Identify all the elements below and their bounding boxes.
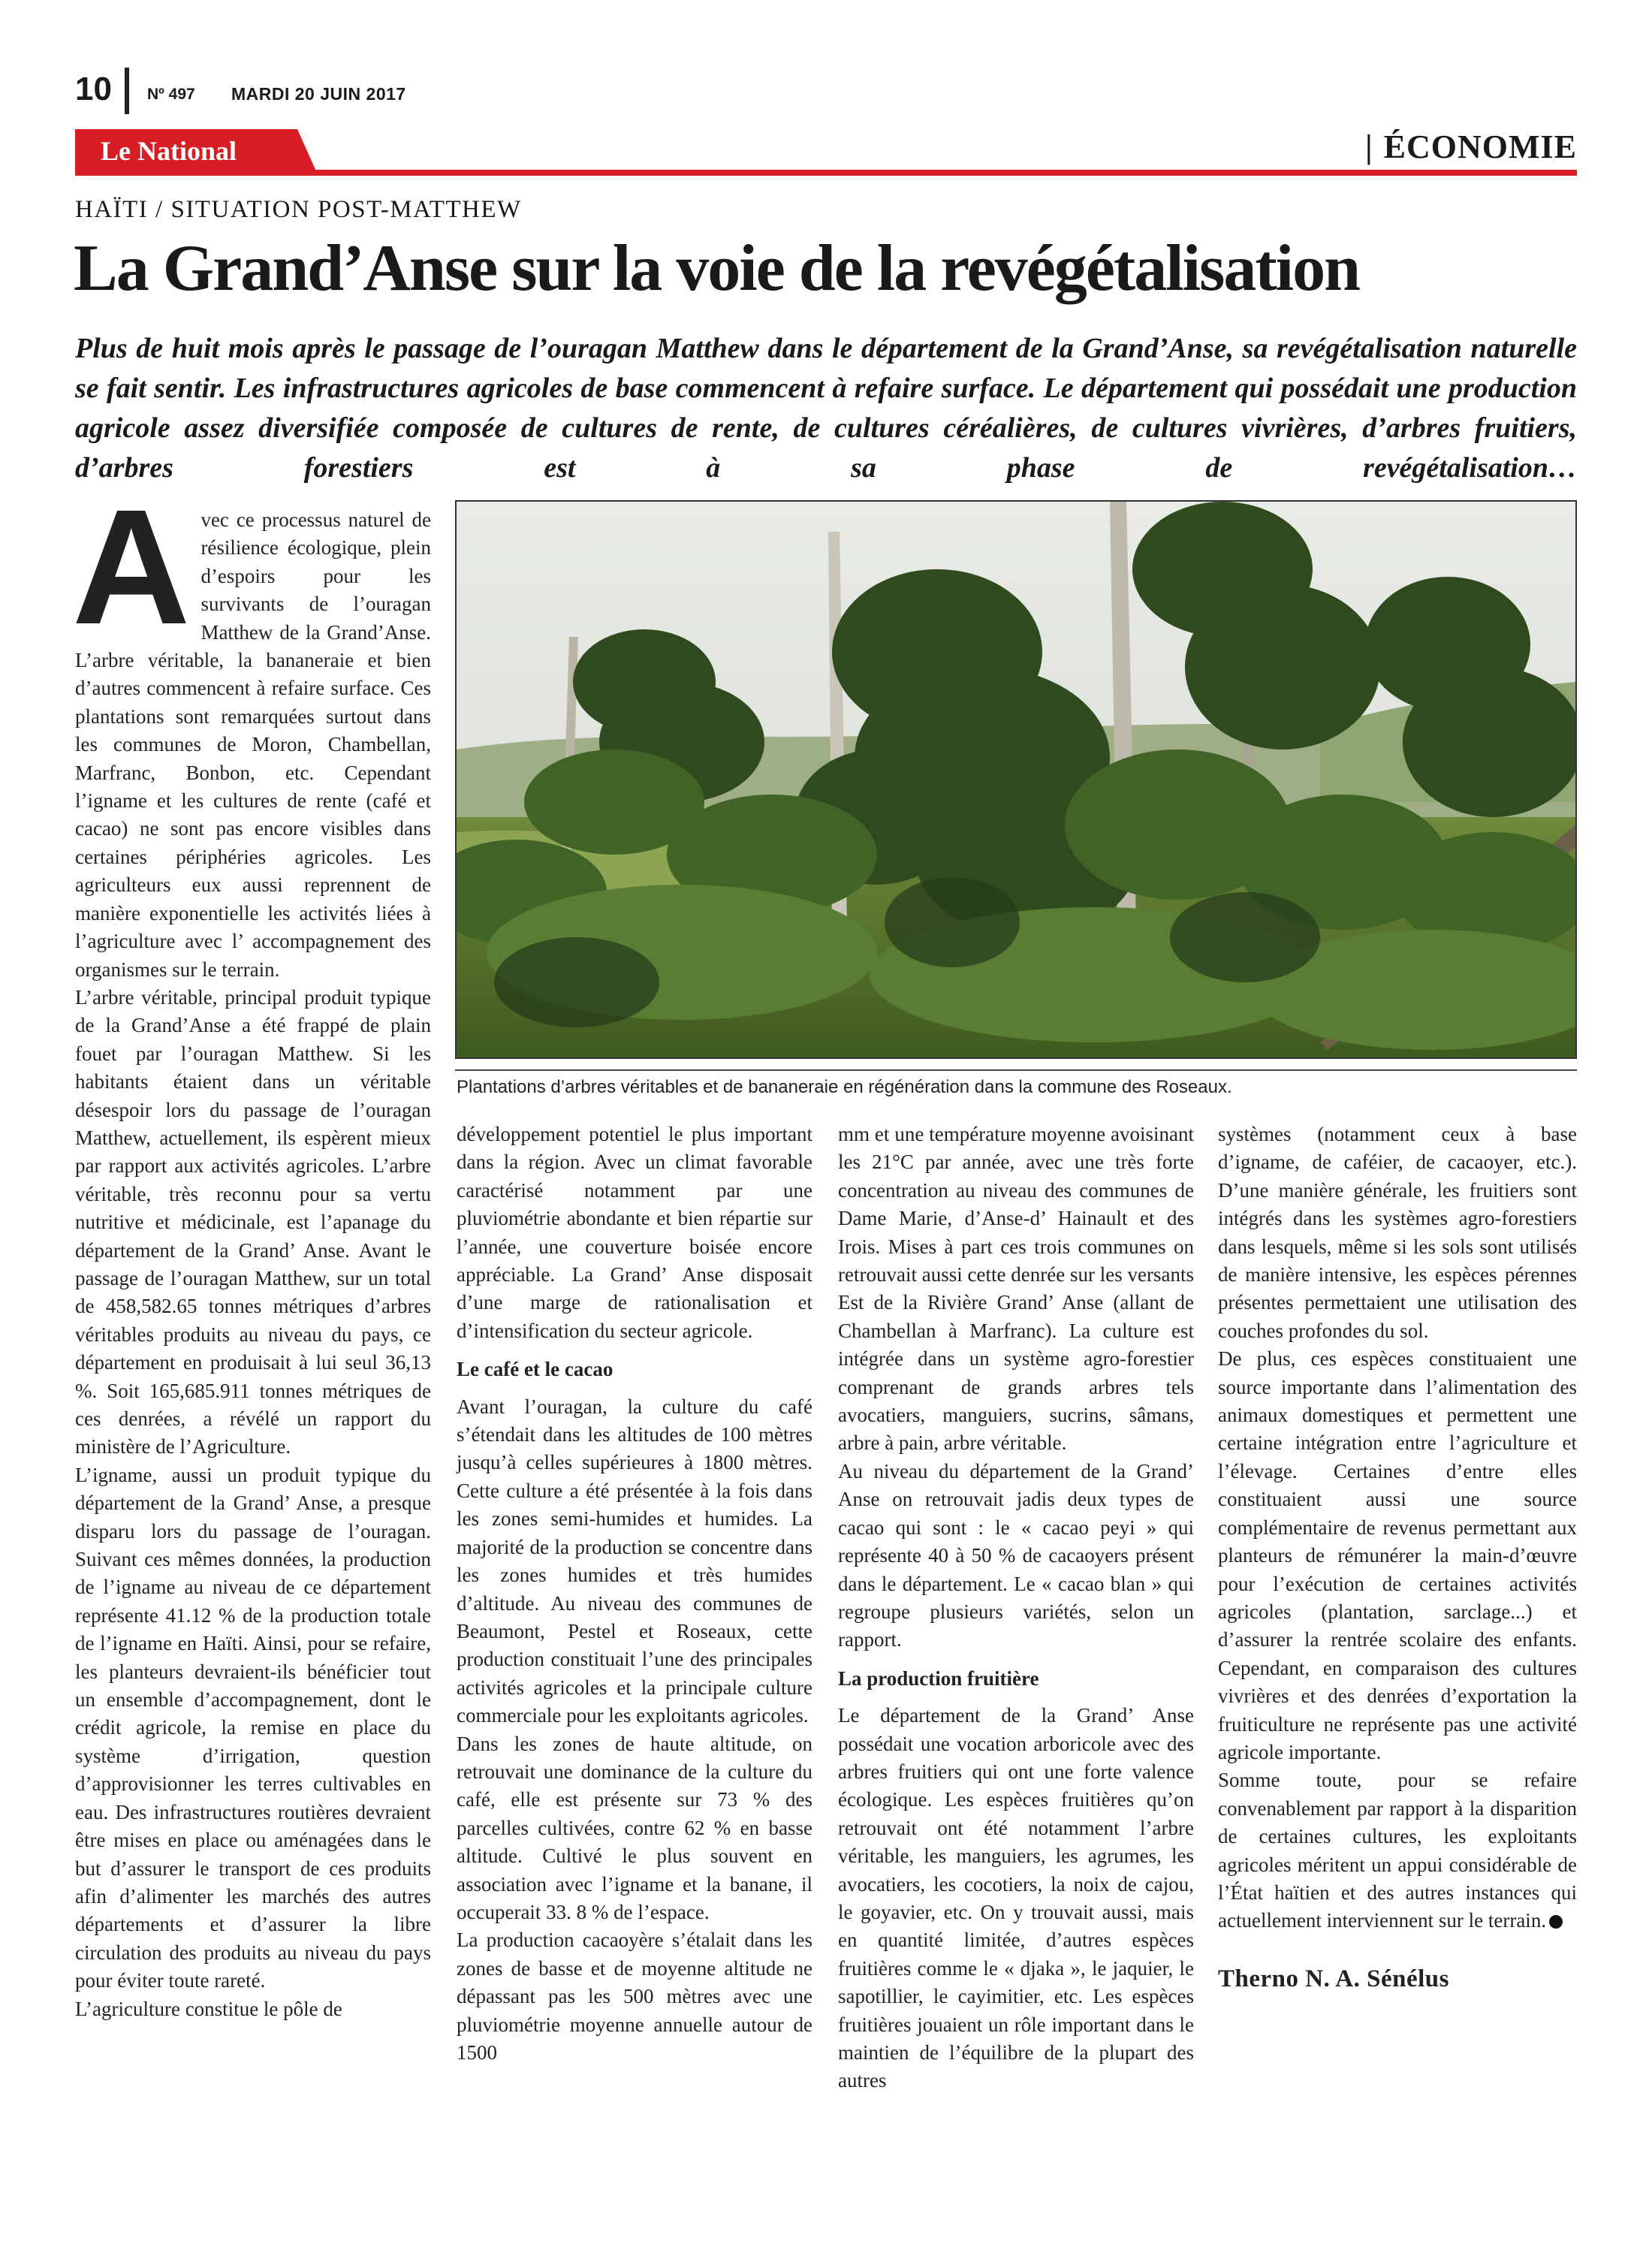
article-column-3 [838,1120,1194,2232]
article-paragraph [72,476,431,984]
article-lead: Plus de huit mois après le passage de l’ouragan Matthew dans le département de la Grand’Anse, sa revégétalisation naturelle se fait sentir. Les infrastructures agricoles de base commencent à refaire surface. Le département qui possédait une production agricole assez diversifiée composée de cultures de rente, de cultures céréalières, de cultures vivrières, d’arbres fruitiers, d’arbres forestiers est à sa phase de revégétalisation… [75,333,1577,484]
drop-cap: A [72,476,191,659]
header-red-rule [75,170,1577,176]
article-kicker: HAÏTI / SITUATION POST-MATTHEW [75,196,522,223]
subheading-cafe-cacao: Le café et le cacao [457,1358,613,1381]
article-column-1 [72,476,431,2233]
masthead-banner [75,129,317,173]
article-paragraph: Dans les zones de haute altitude, on retrouvait une dominance de la culture du café, elle est présente sur 73 % des parcelles cultivées, contre 62 % en basse altitude. Cultivé le plus souvent en association avec l’igname et la banane, il occuperait 33. 8 % de l’espace. [457,1732,812,1923]
article-paragraph: systèmes (notamment ceux à base d’igname, de caféier, de cacaoyer, etc.). D’une manière générale, les fruitiers sont intégrés dans les systèmes agro-forestiers dans lesquels, même si les sols sont utilisés de manière intensive, les espèces pérennes présentes permettaient une utilisation des couches profondes du sol. [1218,1123,1577,1342]
article-column-4 [1218,1120,1577,2232]
plantation-image [457,502,1575,1057]
article-paragraph: mm et une température moyenne avoisinant les 21°C par année, avec une très forte concentration au niveau des communes de Dame Marie, d’Anse-d’ Hainault et des Irois. Mises à part ces trois communes on retrouvait aussi cette denrée sur les versants Est de la Rivière Grand’ Anse (allant de Chambellan à Marfranc). La culture est intégrée dans un système agro-forestier comprenant de grands arbres tels avocatiers, manguiers, sucrins, sâmans, arbre à pain, arbre véritable. [838,1123,1194,1455]
end-of-article-icon [1549,1915,1563,1929]
subheading-production-fruitiere: La production fruitière [838,1666,1039,1690]
photo-caption: Plantations d’arbres véritables et de bananeraie en régénération dans la commune des Roseaux. [457,1077,1232,1097]
article-paragraph: Avant l’ouragan, la culture du café s’étendait dans les altitudes de 100 mètres jusqu’à celles supérieures à 1800 mètres. Cette culture a été présentée à la fois dans les zones semi-humides et humides. La majorité de la production se concentre dans les zones humides et très humides d’altitude. Au niveau des communes de Beaumont, Pestel et Roseaux, cette production constituait l’une des principales activités agricoles et la principale culture commerciale pour les exploitants agricoles. [457,1395,812,1727]
article-byline: Therno N. A. Sénélus [1218,1965,1449,1992]
article-paragraph: L’arbre véritable, principal produit typique de la Grand’Anse a été frappé de plain fouet par l’ouragan Matthew. Si les habitants étaient dans un véritable désespoir lors du passage de l’ouragan Matthew, actuellement, ils espèrent mieux par rapport aux activités agricoles. L’arbre véritable, très reconnu pour sa vertu nutritive et médicinale, est l’apanage du département de la Grand’ Anse. Avant le passage de l’ouragan Matthew, sur un total de 458,582.65 tonnes métriques d’arbres véritables produits au niveau du pays, ce département en produisait à lui seul 36,13 %. Soit 165,685.911 tonnes métriques de ces denrées, a révélé un rapport du ministère de l’Agriculture. [75,985,431,1458]
article-headline: La Grand’Anse sur la voie de la revégétalisation [74,232,1360,305]
paragraph-text: vec ce processus naturel de résilience écologique, plein d’espoirs pour les survivants de l’ouragan Matthew de la Grand’Anse. L’arbre véritable, la bananeraie et bien d’autres commencent à refaire surface. Ces plantations sont remarquées surtout dans les communes de Moron, Chambellan, Marfranc, Bonbon, etc. Cependant l’igname et les cultures de rente (café et cacao) ne sont pas encore visibles dans certaines périphéries agricoles. Les agriculteurs eux aussi reprennent de manière exponentielle les activités liées à l’agriculture avec l’ accompagnement des organismes sur le terrain. [75,508,431,981]
article-paragraph: La production cacaoyère s’étalait dans les zones de basse et de moyenne altitude ne dépassant pas les 500 mètres avec une pluviométrie moyenne annuelle autour de 1500 [457,1929,812,2064]
article-paragraph: L’agriculture constitue le pôle de [75,1997,342,2020]
section-separator: | [1364,128,1373,165]
section-label [1365,126,1577,168]
masthead-title: Le National [101,136,237,166]
article-photo [455,500,1577,1059]
caption-rule [455,1069,1577,1071]
article-column-2 [457,1120,812,2232]
article-paragraph: Au niveau du département de la Grand’ Anse on retrouvait jadis deux types de cacao qui sont : le « cacao peyi » qui représente 40 à 50 % de cacaoyers présent dans le département. Le « cacao blan » qui regroupe plusieurs variétés, selon un rapport. [838,1459,1194,1651]
issue-number: Nº 497 [147,86,195,103]
paragraph-text: Somme toute, pour se refaire convenablement par rapport à la disparition de certaines cultures, les exploitants agricoles méritent un appui considérable de l’État haïtien et des autres instances qui actuellement interviennent sur le terrain. [1218,1769,1577,1932]
article-paragraph: L’igname, aussi un produit typique du département de la Grand’ Anse, a presque disparu lors du passage de l’ouragan. Suivant ces mêmes données, la production de l’igname au niveau de ce département représente 41.12 % de la production totale de l’igname en Haïti. Ainsi, pour se refaire, les planteurs devraient-ils bénéficier tout un ensemble d’accompagnement, dont le crédit agricole, la remise en place du système d’irrigation, question d’approvisionner les terres cultivables en eau. Des infrastructures routières devraient être mises en place ou aménagées dans le but d’assurer le transport de ces produits afin d’alimenter les marchés des autres départements et d’assurer la libre circulation des produits au niveau du pays pour éviter toute rareté. [75,1463,431,1992]
section-name: ÉCONOMIE [1383,128,1577,165]
page-number-divider [125,68,129,114]
article-paragraph: Le département de la Grand’ Anse possédait une vocation arboricole avec des arbres fruitiers qui ont une forte valence écologique. Les espèces fruitières qu’on retrouvait ont été notamment l’arbre véritable, les manguiers, les agrumes, les avocatiers, les cocotiers, la noix de cajou, le goyavier, etc. On y trouvait aussi, mais en quantité limitée, d’autres espèces fruitières comme le « djaka », le jaquier, le sapotillier, le cayimitier, etc. Les espèces fruitières jouaient un rôle important dans le maintien de l’équilibre de la plupart des autres [838,1704,1194,2092]
page-number: 10 [75,71,112,107]
article-paragraph [1218,1766,1577,1935]
publication-date: MARDI 20 JUIN 2017 [231,84,406,104]
article-paragraph: De plus, ces espèces constituaient une source importante dans l’alimentation des animaux domestiques et permettent une certaine intégration entre l’agriculture et l’élevage. Certaines d’entre elles constituaient aussi une source complémentaire de revenus permettant aux planteurs de rémunérer la main-d’œuvre pour l’exécution de certaines activités agricoles (plantation, sarclage...) et d’assurer la rentrée scolaire des enfants. Cependant, en comparaison des cultures vivrières et des denrées d’exportation la fruiticulture ne représente pas une activité agricole importante. [1218,1347,1577,1763]
article-paragraph: développement potentiel le plus important dans la région. Avec un climat favorable caractérisé notamment par une pluviométrie abondante et bien répartie sur l’année, une couverture boisée encore appréciable. La Grand’ Anse disposait d’une marge de rationalisation et d’intensification du secteur agricole. [457,1123,812,1342]
